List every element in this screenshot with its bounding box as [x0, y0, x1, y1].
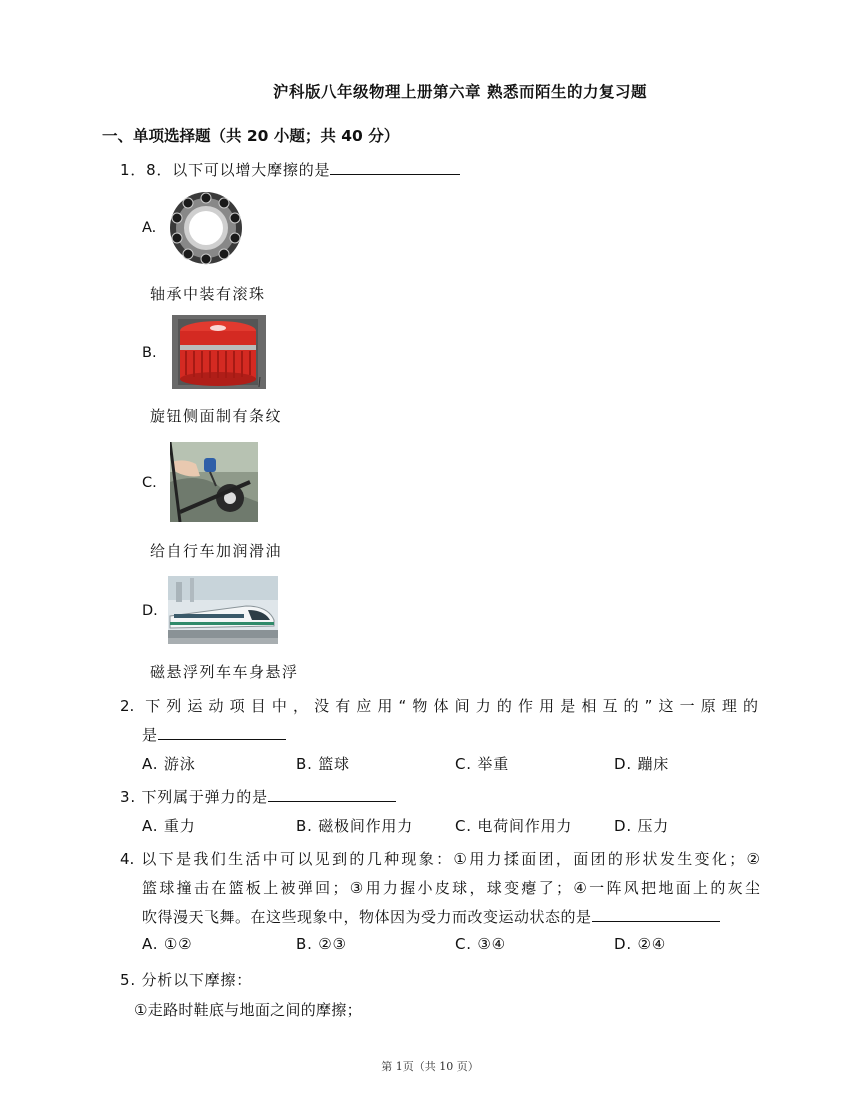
ball-bearing-photo: [164, 188, 250, 270]
question-3-stem: 3. 下列属于弹力的是: [120, 788, 268, 806]
option-c-caption: 给自行车加润滑油: [150, 542, 283, 560]
q4-option-c: C. ③④: [455, 935, 506, 953]
answer-blank: [158, 725, 286, 740]
question-5-item-1: ①走路时鞋底与地面之间的摩擦；: [134, 1001, 362, 1019]
answer-blank: [592, 907, 720, 922]
q4-option-d: D. ②④: [614, 935, 666, 953]
question-1-stem: 1．8．以下可以增大摩擦的是: [120, 161, 331, 179]
option-b-caption: 旋钮侧面制有条纹: [150, 407, 283, 425]
question-3: [120, 786, 396, 807]
question-4-line-1: 4. 以下是我们生活中可以见到的几种现象：①用力揉面团，面团的形状发生变化；②: [120, 850, 760, 868]
question-2-line-2: [142, 724, 286, 745]
q3-option-b: B. 磁极间作用力: [296, 817, 414, 835]
option-d-caption: 磁悬浮列车车身悬浮: [150, 663, 299, 681]
q2-option-a: A. 游泳: [142, 755, 196, 773]
question-4-stem-end: 吹得漫天飞舞。在这些现象中，物体因为受力而改变运动状态的是: [142, 908, 592, 926]
q4-option-a: A. ①②: [142, 935, 193, 953]
bicycle-oil-photo: [170, 442, 258, 522]
answer-blank: [268, 787, 396, 802]
q3-option-d: D. 压力: [614, 817, 670, 835]
knob-photo: [172, 315, 266, 389]
option-d-letter: D.: [142, 603, 158, 619]
question-1: [120, 159, 460, 180]
q4-option-b: B. ②③: [296, 935, 347, 953]
question-4-line-2: 篮球撞击在篮板上被弹回；③用力握小皮球，球变瘪了；④一阵风把地面上的灰尘: [142, 879, 760, 897]
option-a-caption: 轴承中装有滚珠: [150, 285, 266, 303]
option-a-letter: A.: [142, 220, 157, 236]
page-footer: 第 1页（共 10 页）: [381, 1060, 479, 1073]
option-c-letter: C.: [142, 475, 157, 491]
question-5: 5. 分析以下摩擦：: [120, 971, 253, 989]
maglev-train-photo: [168, 576, 278, 644]
q2-option-b: B. 篮球: [296, 755, 350, 773]
question-4-line-3: [142, 906, 720, 927]
section-heading: 一、单项选择题（共 20 小题；共 40 分）: [102, 127, 400, 145]
q2-option-c: C. 举重: [455, 755, 510, 773]
question-2-line-1: 2. 下列运动项目中，没有应用“物体间力的作用是相互的”这一原理的: [120, 697, 758, 715]
q3-option-c: C. 电荷间作用力: [455, 817, 573, 835]
q3-option-a: A. 重力: [142, 817, 196, 835]
page-title: 沪科版八年级物理上册第六章 熟悉而陌生的力复习题: [273, 83, 647, 101]
option-b-letter: B.: [142, 345, 157, 361]
answer-blank: [330, 160, 460, 175]
q2-option-d: D. 蹦床: [614, 755, 670, 773]
question-2-stem-end: 是: [142, 726, 158, 744]
